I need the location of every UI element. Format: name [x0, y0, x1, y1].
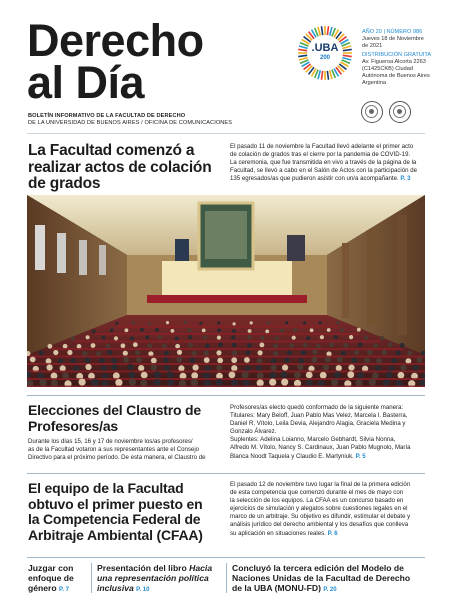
- uba-logo-text: .UBA: [311, 42, 339, 54]
- university-seal-icon: [361, 101, 383, 123]
- teaser-divider-2: [226, 563, 227, 593]
- lead-page-ref[interactable]: P. 3: [400, 175, 411, 183]
- address-line-1: Av. Figueroa Alcorta 2263: [362, 59, 426, 65]
- section-divider-2: [27, 473, 425, 474]
- teaser-libro[interactable]: Presentación del libro Hacia una representación política inclusiva P. 10: [97, 563, 213, 593]
- claustro-page-ref[interactable]: P. 5: [355, 452, 366, 460]
- address-line-3: Autónoma de Buenos Aires: [362, 73, 430, 79]
- graduation-ceremony-photo: [27, 195, 425, 387]
- section-divider-1: [27, 395, 425, 396]
- free-distribution: DISTRIBUCIÓN GRATUITA: [362, 52, 432, 58]
- cfaa-body: El pasado 12 de noviembre tuvo lugar la final de la primera edición de esta competencia que comenzó durante el mes de mayo con la selección de los equipos. La CFAA es un concurso basado en ejercicios de simulación y alegatos sobre cuestiones legales en el marco de un arbitraje. Su objetivo es difundir, estimular el debate y análisis jurídico del derecho ambiental y los desafíos que conlleva su aplicación en situaciones reales. P. 6: [230, 481, 411, 537]
- teaser-monu-page-ref[interactable]: P. 20: [323, 587, 337, 593]
- teaser-monu[interactable]: Concluyó la tercera edición del Modelo de Naciones Unidas de la Facultad de Derecho de la UBA (MONU-FD) P. 20: [232, 563, 411, 593]
- masthead-subtitle-1: BOLETÍN INFORMATIVO DE LA FACULTAD DE DERECHO: [28, 113, 186, 119]
- issue-year: de 2021: [362, 43, 383, 49]
- faculty-seal-icon: [389, 101, 411, 123]
- address-line-4: Argentina: [362, 80, 386, 86]
- teaser-divider-1: [91, 563, 92, 593]
- masthead-subtitle-2: DE LA UNIVERSIDAD DE BUENOS AIRES / OFICINA DE COMUNICACIONES: [28, 120, 233, 126]
- teaser-juzgar[interactable]: Juzgar con enfoque de género P. 7: [28, 563, 74, 593]
- issue-date: Jueves 18 de Noviembre: [362, 36, 424, 42]
- teaser-juzgar-page-ref[interactable]: P. 7: [59, 587, 69, 593]
- lead-body: El pasado 11 de noviembre la Facultad llevó adelante el primer acto de colación de grados tras el cierre por la pandemia de COVID-19. La ceremonia, que fue transmitida en vivo a través de la página de la Facultad, se llevó a cabo en el Salón de Actos con la participación de 135 egresados/as que pudieron asistir con un/a acompañante. P. 3: [230, 143, 417, 183]
- teaser-libro-page-ref[interactable]: P. 10: [136, 587, 150, 593]
- title-line-1: Derecho: [27, 15, 204, 66]
- masthead-divider: [27, 133, 425, 134]
- uba-logo-number: 200: [319, 55, 330, 61]
- section-divider-3: [27, 557, 425, 558]
- claustro-headline[interactable]: Elecciones del Claustro de Profesores/as: [28, 402, 201, 434]
- claustro-body-left: Durante los días 15, 16 y 17 de noviembre los/as profesores/ as de la Facultad votaron a sus representantes ante el Consejo Directivo para el próximo período. De esta manera, el Claustro de: [28, 438, 206, 462]
- cfaa-headline[interactable]: El equipo de la Facultad obtuvo el primer puesto en la Competencia Federal de Arbitraje Ambiental (CFAA): [28, 480, 203, 543]
- cfaa-page-ref[interactable]: P. 6: [327, 529, 338, 537]
- issue-number: AÑO 20 | NÚMERO 986: [362, 29, 423, 35]
- lead-headline[interactable]: La Facultad comenzó a realizar actos de colación de grados: [28, 142, 212, 192]
- title-line-2: al Día: [27, 57, 145, 108]
- address-line-2: (C1425CKB) Ciudad: [362, 66, 413, 72]
- claustro-body-right: Profesores/as electo quedó conformado de la siguiente manera: Titulares: Mary Beloff, Juan Pablo Mas Velez, Marcela I. Basterra, Daniel R. Vítolo, Leila Devia, Alejandro Alagia, Graciela Medina y Gonzalo Álvarez. Suplentes: Adelina Loianno, Marcelo Gebhardt, Silvia Nonna, Alfredo M. Vítolo, Nancy S. Cardinaux, Juan Pablo Mugnolo, María Blanca Noodt Taquela y Claudio E. Martyniuk. P. 5: [230, 404, 411, 460]
- newspaper-title: [27, 15, 237, 108]
